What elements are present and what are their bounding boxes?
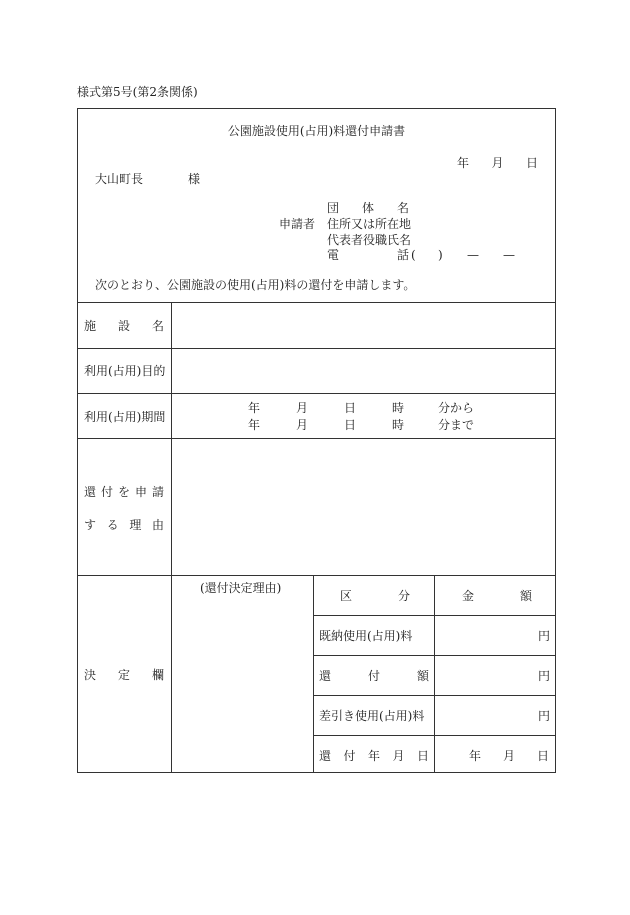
phone-paren-close: ) <box>438 248 443 262</box>
rule-facility-bottom <box>77 348 556 349</box>
form-number: 様式第5号(第2条関係) <box>77 85 198 99</box>
rule-reason-bottom <box>77 575 556 576</box>
rule-period-bottom <box>77 438 556 439</box>
rule-header-bottom <box>77 302 556 303</box>
period-label: 利用(占用)期間 <box>84 410 166 424</box>
refund-amount-yen: 円 <box>538 669 551 683</box>
refund-amount-label: 還 付 額 <box>319 669 429 683</box>
document-page: 様式第5号(第2条関係) 公園施設使用(占用)料還付申請書 年 月 日 大山町長 様 団 体 名 申請者 住所又は所在地 代表者役職氏名 電 話 ( ) — — 次のとおり、公園施設の使用(占用)料の還付を申請します。 施 設 名 利用(占用)目的 利用(占用)期間 年 月 日 時 分から 年 月 日 時 分まで 還 付 を 申 請 す る 理 由 決 定 欄 (還付決定理由) 区 分 金 額 既納使用(占用)料 円 還 付 額 円 差引き使用(占用)料 円 還 付 年 月 日 年 月 日 <box>0 0 630 915</box>
addressee-honorific: 様 <box>188 172 201 186</box>
rule-decision-amount <box>434 575 435 773</box>
refund-date-value: 年 月 日 <box>469 749 549 763</box>
column-category: 区 分 <box>340 589 410 603</box>
facility-label: 施 設 名 <box>84 319 164 333</box>
refund-date-label: 還 付 年 月 日 <box>319 749 429 763</box>
decision-label: 決 定 欄 <box>84 668 164 682</box>
phone-dash-2: — <box>503 248 515 262</box>
applicant-group-name: 団 体 名 <box>327 201 409 215</box>
purpose-label: 利用(占用)目的 <box>84 364 166 378</box>
applicant-representative: 代表者役職氏名 <box>327 233 412 247</box>
paid-fee-yen: 円 <box>538 629 551 643</box>
decision-reason-header: (還付決定理由) <box>200 581 282 595</box>
rule-label-column <box>171 302 172 773</box>
applicant-address: 住所又は所在地 <box>327 217 412 231</box>
rule-decision-category <box>313 575 314 773</box>
phone-dash-1: — <box>467 248 479 262</box>
net-fee-yen: 円 <box>538 709 551 723</box>
application-statement: 次のとおり、公園施設の使用(占用)料の還付を申請します。 <box>95 278 416 292</box>
rule-purpose-bottom <box>77 393 556 394</box>
date-year: 年 <box>457 156 470 170</box>
net-fee-label: 差引き使用(占用)料 <box>319 709 425 723</box>
paid-fee-label: 既納使用(占用)料 <box>319 629 413 643</box>
applicant-phone-label: 電 話 <box>327 248 409 262</box>
reason-label-line2: す る 理 由 <box>84 518 164 532</box>
reason-label-line1: 還 付 を 申 請 <box>84 485 164 499</box>
column-amount: 金 額 <box>462 589 532 603</box>
date-line <box>457 157 538 169</box>
applicant-label: 申請者 <box>279 217 316 231</box>
addressee-name: 大山町長 <box>95 172 144 186</box>
date-day: 日 <box>525 156 538 170</box>
phone-paren-open: ( <box>411 248 416 262</box>
date-month: 月 <box>491 156 504 170</box>
form-title: 公園施設使用(占用)料還付申請書 <box>227 124 406 138</box>
